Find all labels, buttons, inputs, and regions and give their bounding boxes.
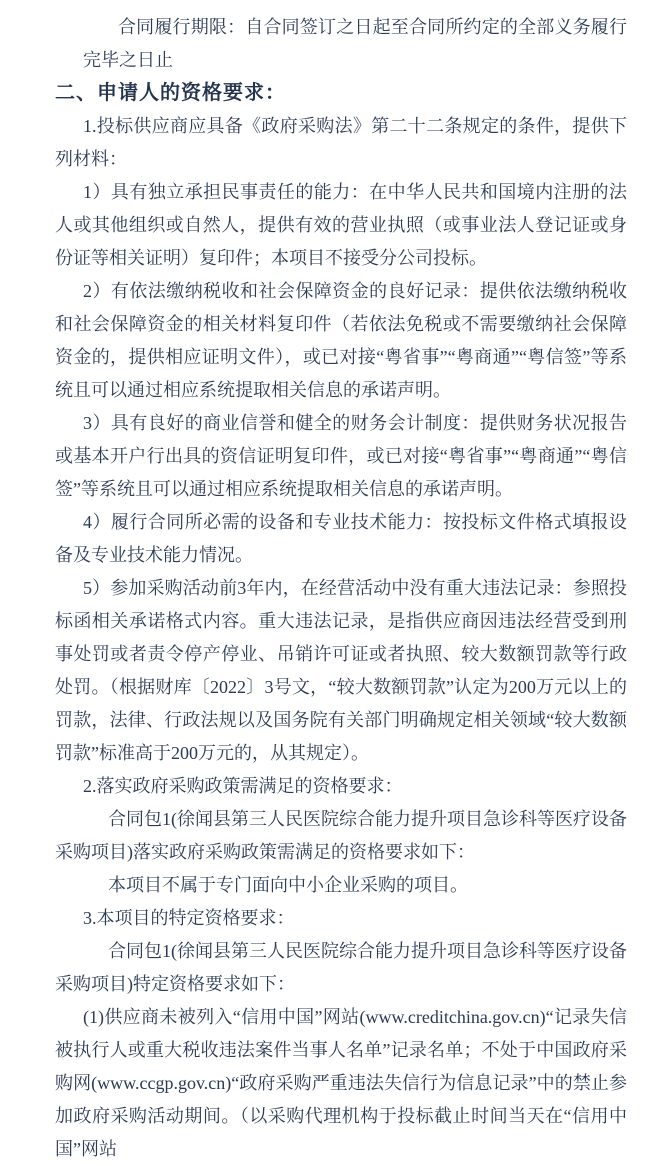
paragraph-condition-3: 3）具有良好的商业信誉和健全的财务会计制度：提供财务状况报告或基本开户行出具的资信证明复印件，或已对接“粤省事”“粤商通”“粤信签”等系统且可以通过相应系统提取相关信息的承诺声明。: [55, 413, 627, 499]
contract-period-line: 合同履行期限：自合同签订之日起至合同所约定的全部义务履行完毕之日止: [83, 17, 627, 70]
paragraph-condition-2: 2）有依法缴纳税收和社会保障资金的良好记录：提供依法缴纳税收和社会保障资金的相关材料复印件（若依法免税或不需要缴纳社会保障资金的，提供相应证明文件），或已对接“粤省事”“粤商通”“粤信签”等系统且可以通过相应系统提取相关信息的承诺声明。: [55, 281, 627, 400]
paragraph-contract-package-specific: 合同包1(徐闻县第三人民医院综合能力提升项目急诊科等医疗设备采购项目)特定资格要求如下：: [55, 941, 627, 994]
paragraph-item-2: 2.落实政府采购政策需满足的资格要求：: [83, 776, 403, 796]
paragraph-condition-5: 5）参加采购活动前3年内，在经营活动中没有重大违法记录：参照投标函相关承诺格式内容。重大违法记录，是指供应商因违法经营受到刑事处罚或者责令停产停业、吊销许可证或者执照、较大数额罚款等行政处罚。（根据财库〔2022〕3号文，“较大数额罚款”认定为200万元以上的罚款，法律、行政法规以及国务院有关部门明确规定相关领域“较大数额罚款”标准高于200万元的，从其规定）。: [55, 578, 627, 763]
section-heading-applicant-qualifications: 二、申请人的资格要求：: [55, 82, 286, 104]
paragraph-sme-note: 本项目不属于专门面向中小企业采购的项目。: [108, 875, 468, 895]
paragraph-condition-4: 4）履行合同所必需的设备和专业技术能力：按投标文件格式填报设备及专业技术能力情况。: [55, 512, 627, 565]
paragraph-condition-1: 1）具有独立承担民事责任的能力：在中华人民共和国境内注册的法人或其他组织或自然人，提供有效的营业执照（或事业法人登记证或身份证等相关证明）复印件；本项目不接受分公司投标。: [55, 182, 627, 268]
paragraph-item-3: 3.本项目的特定资格要求：: [83, 908, 295, 928]
paragraph-contract-package-policy: 合同包1(徐闻县第三人民医院综合能力提升项目急诊科等医疗设备采购项目)落实政府采购政策需满足的资格要求如下：: [55, 809, 627, 862]
paragraph-item-1: 1.投标供应商应具备《政府采购法》第二十二条规定的条件，提供下列材料：: [55, 116, 627, 169]
paragraph-specific-requirement-1: (1)供应商未被列入“信用中国”网站(www.creditchina.gov.cn)“记录失信被执行人或重大税收违法案件当事人名单”记录名单；不处于中国政府采购网(www.ccgp.gov.cn)“政府采购严重违法失信行为信息记录”中的禁止参加政府采购活动期间。（以采购代理机构于投标截止时间当天在“信用中国”网站: [55, 1007, 627, 1159]
